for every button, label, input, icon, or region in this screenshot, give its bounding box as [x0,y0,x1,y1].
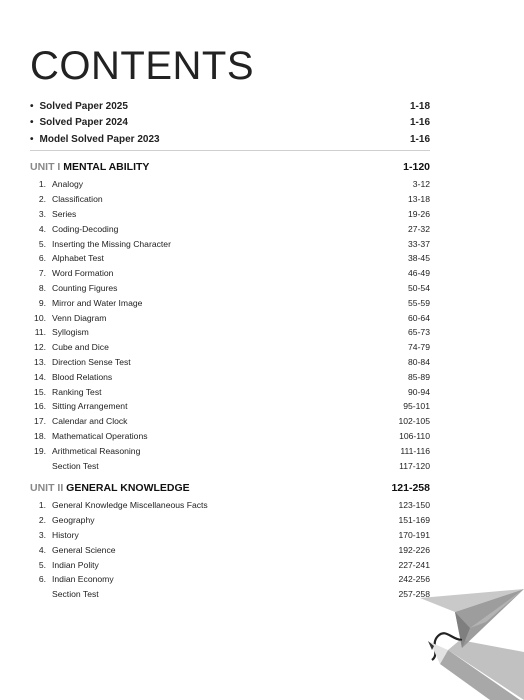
chapter-pages: 170-191 [398,529,430,540]
chapter-number: 1. [38,179,46,190]
chapter-title: Geography [52,515,95,526]
chapter-pages: 3-12 [412,179,430,190]
chapter-pages: 90-94 [408,386,430,397]
chapter-number: 5. [38,559,46,570]
chapter-number: 3. [38,208,46,219]
chapter-number: 4. [38,223,46,234]
chapter-title: Mirror and Water Image [52,297,143,308]
chapter-pages: 111-116 [400,445,430,456]
solved-paper-pages: 1-16 [409,133,430,145]
chapter-title: Calendar and Clock [52,416,128,427]
chapter-title: Coding-Decoding [52,223,119,234]
chapter-pages: 65-73 [408,327,430,338]
unit-pages: 121-258 [391,482,430,494]
chapter-number: 18. [34,430,46,441]
chapter-pages: 242-256 [398,574,430,585]
chapter-title: Blood Relations [52,371,113,382]
chapter-number: 13. [34,356,46,367]
chapter-title: Section Test [52,589,99,600]
chapter-title: Cube and Dice [52,342,109,353]
chapter-title: Indian Polity [52,559,99,570]
chapter-number: 2. [38,515,46,526]
chapter-pages: 19-26 [408,208,430,219]
chapter-title: General Knowledge Miscellaneous Facts [52,500,208,511]
solved-paper-label: • Solved Paper 2024 [30,117,128,128]
chapter-pages: 13-18 [408,194,430,205]
pencil-icon [428,640,524,700]
chapter-title: Classification [52,194,103,205]
chapter-pages: 38-45 [408,253,430,264]
chapter-number: 17. [34,416,46,427]
chapter-title: Counting Figures [52,282,118,293]
chapter-number: 14. [34,371,46,382]
chapter-number: 10. [34,312,46,323]
chapter-number: 8. [38,282,46,293]
chapter-pages: 46-49 [408,268,430,279]
chapter-title: Mathematical Operations [52,430,148,441]
chapter-title: Alphabet Test [52,253,104,264]
chapter-pages: 117-120 [399,460,430,471]
chapter-pages: 227-241 [398,559,430,570]
chapter-pages: 106-110 [399,430,430,441]
unit-tag: UNIT II [30,482,64,494]
chapter-pages: 74-79 [408,342,430,353]
solved-paper-label: • Solved Paper 2025 [30,101,128,112]
chapter-title: General Science [52,544,116,555]
chapter-pages: 192-226 [398,544,430,555]
chapter-title: Series [52,208,77,219]
chapter-title: Venn Diagram [52,312,107,323]
chapter-number: 9. [38,297,46,308]
chapter-number: 6. [38,253,46,264]
chapter-pages: 27-32 [408,223,430,234]
chapter-title: Ranking Test [52,386,102,397]
chapter-number: 4. [38,544,46,555]
chapter-title: Syllogism [52,327,89,338]
unit-tag: UNIT I [30,161,61,173]
chapter-number: 6. [38,574,46,585]
chapter-number: 3. [38,529,46,540]
chapter-pages: 85-89 [408,371,430,382]
unit-name: GENERAL KNOWLEDGE [66,482,190,494]
solved-paper-pages: 1-18 [409,100,430,112]
chapter-pages: 80-84 [408,356,430,367]
chapter-pages: 50-54 [408,282,430,293]
chapter-pages: 102-105 [398,416,430,427]
chapter-title: Arithmetical Reasoning [52,445,141,456]
chapter-title: Inserting the Missing Character [52,238,171,249]
chapter-title: Sitting Arrangement [52,401,128,412]
solved-paper-label: • Model Solved Paper 2023 [30,134,160,145]
chapter-pages: 257-258 [398,589,430,600]
solved-paper-pages: 1-16 [409,117,430,129]
chapter-pages: 33-37 [408,238,430,249]
chapter-pages: 151-169 [398,515,430,526]
chapter-pages: 95-101 [403,401,430,412]
chapter-title: Indian Economy [52,574,114,585]
chapter-number: 7. [38,268,46,279]
chapter-pages: 60-64 [408,312,430,323]
chapter-number: 2. [38,194,46,205]
chapter-number: 12. [34,342,46,353]
chapter-number: 19. [34,445,46,456]
chapter-number: 1. [38,500,46,511]
chapter-pages: 123-150 [398,500,430,511]
chapter-pages: 55-59 [408,297,430,308]
unit-name: MENTAL ABILITY [63,161,150,173]
chapter-title: Direction Sense Test [52,356,131,367]
chapter-title: Analogy [52,179,84,190]
chapter-number: 5. [38,238,46,249]
chapter-title: Section Test [52,460,99,471]
chapter-number: 15. [34,386,46,397]
chapter-title: History [52,529,79,540]
page-title: CONTENTS [30,44,254,88]
unit-pages: 1-120 [403,161,430,173]
chapter-title: Word Formation [52,268,114,279]
chapter-number: 16. [34,401,46,412]
chapter-number: 11. [34,327,46,338]
